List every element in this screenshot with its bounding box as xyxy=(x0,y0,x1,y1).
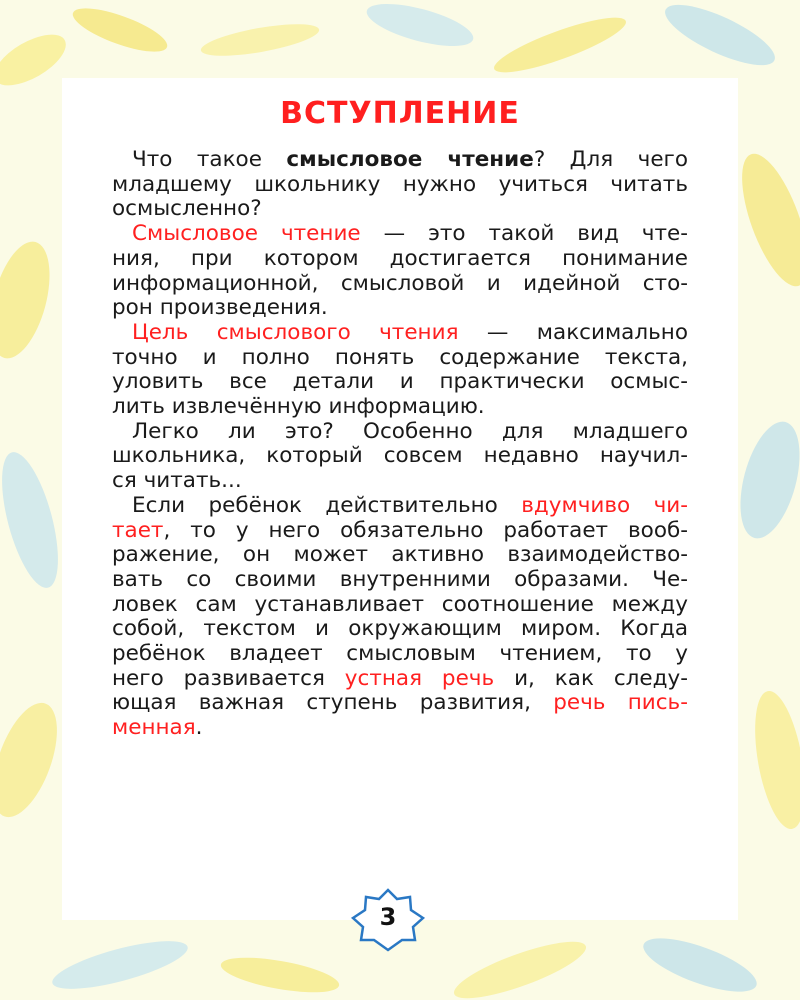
body-text xyxy=(112,148,688,741)
page-title: ВСТУПЛЕНИЕ xyxy=(280,96,520,131)
text-segment: Если ребёнок действительно xyxy=(132,492,522,518)
text-segment: вать со своими внутренними образами. Че- xyxy=(112,566,688,592)
text-segment: лить извлечённую информацию. xyxy=(112,394,485,420)
text-line xyxy=(112,247,688,272)
text-line xyxy=(112,173,688,198)
text-line xyxy=(112,346,688,371)
text-segment: собой, текстом и окружающим миром. Когда xyxy=(112,616,688,642)
text-segment: рон произведения. xyxy=(112,295,328,321)
text-line xyxy=(112,642,688,667)
text-segment: , то у него обязательно работает вооб- xyxy=(163,517,688,543)
text-segment: ребёнок владеет смысловым чтением, то у xyxy=(112,641,688,667)
text-segment: осмысленно? xyxy=(112,196,262,222)
bold-term: смысловое чтение xyxy=(286,147,534,172)
text-segment: — максимально xyxy=(458,319,688,345)
text-segment: Что такое xyxy=(132,147,287,172)
text-line xyxy=(112,469,688,494)
text-line xyxy=(112,543,688,568)
text-segment: ловек сам устанавливает соотношение между xyxy=(112,591,688,617)
highlighted-term: Смысловое чтение xyxy=(132,221,361,247)
text-segment: ющая важная ступень развития, xyxy=(112,690,554,716)
text-segment: ния, при котором достигается понимание xyxy=(112,245,688,271)
text-line xyxy=(112,444,688,469)
text-segment: младшему школьнику нужно учиться читать xyxy=(112,171,688,197)
text-line xyxy=(112,370,688,395)
highlighted-term: речь пись- xyxy=(553,690,688,716)
highlighted-term: Цель смыслового чтения xyxy=(132,319,459,345)
text-line xyxy=(112,593,688,618)
text-segment: — это такой вид чте- xyxy=(360,221,688,247)
text-line xyxy=(112,617,688,642)
text-segment: школьника, который совсем недавно научил- xyxy=(112,443,688,469)
text-segment: Легко ли это? Особенно для младшего xyxy=(132,418,688,444)
text-line xyxy=(112,568,688,593)
page-sheet xyxy=(62,78,738,920)
text-line xyxy=(112,197,688,222)
text-segment: ражение, он может активно взаимодейство- xyxy=(112,542,688,568)
text-line xyxy=(112,420,688,445)
text-line xyxy=(112,296,688,321)
page-number-badge xyxy=(350,888,426,952)
text-line xyxy=(112,716,688,741)
text-line xyxy=(112,222,688,247)
text-line xyxy=(112,395,688,420)
highlighted-term: тает xyxy=(112,517,164,543)
text-line xyxy=(112,321,688,346)
text-line xyxy=(112,272,688,297)
text-line xyxy=(112,148,688,173)
highlighted-term: вдумчиво чи- xyxy=(521,492,688,518)
text-segment: ся читать... xyxy=(112,468,242,494)
text-line xyxy=(112,667,688,692)
text-segment: него развивается xyxy=(112,665,345,691)
text-segment: точно и полно понять содержание текста, xyxy=(112,344,688,370)
text-segment: информационной, смысловой и идейной сто- xyxy=(112,270,688,296)
text-line xyxy=(112,691,688,716)
text-segment: ? Для чего xyxy=(533,147,688,172)
text-segment: уловить все детали и практически осмыс- xyxy=(112,369,688,395)
text-segment: . xyxy=(195,715,203,741)
text-line xyxy=(112,494,688,519)
page-number: 3 xyxy=(379,903,397,931)
text-segment: и, как следу- xyxy=(494,665,688,691)
highlighted-term: менная xyxy=(112,715,196,741)
highlighted-term: устная речь xyxy=(344,665,495,691)
text-line xyxy=(112,519,688,544)
